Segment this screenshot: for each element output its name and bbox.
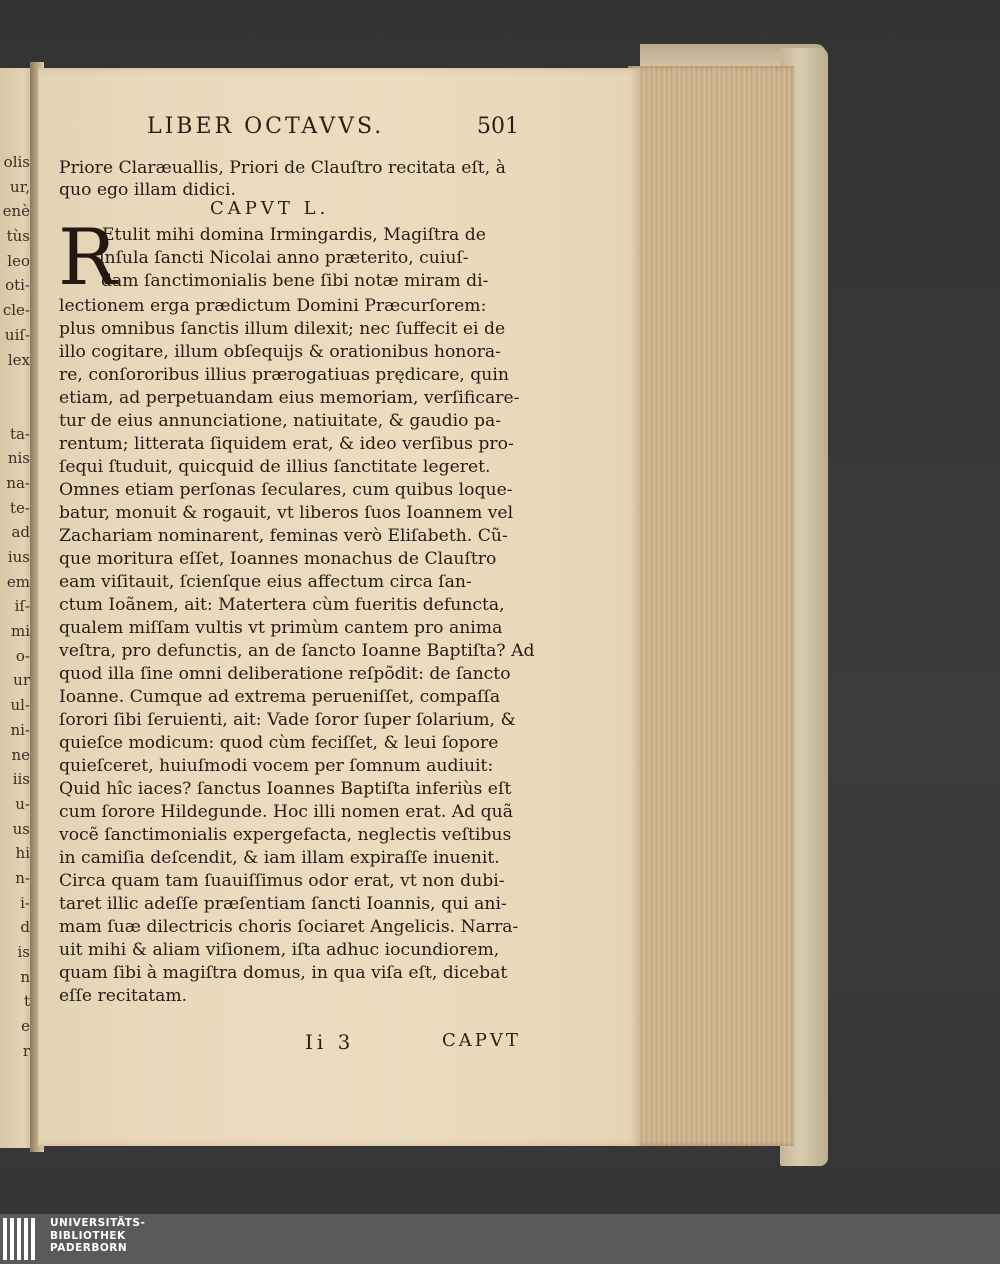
margin-fragment: u- — [15, 794, 30, 813]
text-line: batur, monuit & rogauit, vt liberos ſuos Ioannem vel — [59, 503, 514, 523]
text-line: vocẽ ſanctimonialis expergefacta, neglectis veſtibus — [59, 825, 512, 845]
margin-fragment: hi — [15, 844, 30, 863]
catchword: CAPVT — [442, 1030, 521, 1051]
margin-fragment: nis — [7, 449, 30, 468]
text-line: quam ſibi à magiſtra domus, in qua viſa eſt, dicebat — [59, 963, 508, 983]
text-line: ſequi ſtuduit, quicquid de illius ſanctitate legeret. — [59, 457, 491, 477]
margin-fragment — [0, 397, 30, 422]
text-line: plus omnibus ſanctis illum dilexit; nec ſuffecit ei de — [59, 319, 506, 339]
text-line: qualem miſſam vultis vt primùm cantem pro anima — [59, 618, 503, 638]
text-line: Quid hîc iaces? ſanctus Ioannes Baptiſta inferiùs eſt — [59, 779, 512, 799]
page-number: 501 — [477, 114, 519, 139]
signature-mark: Ii 3 — [305, 1030, 355, 1054]
chapter-heading: CAPVT L. — [210, 198, 330, 219]
margin-fragment: mi — [10, 622, 30, 641]
text-line: Ioanne. Cumque ad extrema perueniſſet, compaſſa — [59, 687, 501, 707]
text-line: tur de eius annunciatione, natiuitate, & gaudio pa- — [59, 411, 502, 431]
book-fore-edge — [628, 66, 794, 1146]
text-line: inſula ſancti Nicolai anno præterito, cuiuſ- — [99, 248, 469, 268]
text-line: etiam, ad perpetuandam eius memoriam, verſificare- — [59, 388, 520, 408]
margin-fragment: em — [6, 572, 30, 591]
text-line: dam ſanctimonialis bene ſibi notæ miram di- — [101, 271, 489, 291]
text-line: re, conſororibus illius prærogatiuas prędicare, quin — [59, 365, 509, 385]
margin-fragment: enè — [2, 202, 30, 221]
library-logo-text — [50, 1217, 145, 1255]
text-line: lectionem erga prædictum Domini Præcurſorem: — [59, 296, 487, 316]
text-line: in camiſia deſcendit, & iam illam expiraſſe inuenit. — [59, 848, 500, 868]
text-line: que moritura eſſet, Ioannes monachus de Clauſtro — [59, 549, 497, 569]
margin-fragment: tùs — [6, 227, 30, 246]
margin-fragment: leo — [7, 251, 30, 270]
text-line: ctum Ioãnem, ait: Matertera cùm fueritis defuncta, — [59, 595, 505, 615]
text-line: Etulit mihi domina Irmingardis, Magiſtra de — [102, 225, 486, 245]
margin-fragment: ni- — [10, 720, 30, 739]
margin-fragment: olis — [3, 153, 30, 171]
text-line: eſſe recitatam. — [59, 986, 188, 1006]
margin-fragment: us — [12, 819, 30, 838]
text-line: cum ſorore Hildegunde. Hoc illi nomen erat. Ad quã — [59, 802, 513, 822]
margin-fragment: cle- — [2, 301, 30, 320]
margin-fragment: ad — [11, 523, 30, 542]
logo-line: UNIVERSITÄTS- — [50, 1217, 146, 1229]
margin-fragment: t — [23, 992, 30, 1011]
drop-cap-initial: R — [58, 213, 117, 303]
text-line: uit mihi & aliam viſionem, iſta adhuc iocundiorem, — [59, 940, 500, 960]
text-line: mam ſuæ dilectricis choris ſociaret Angelicis. Narra- — [59, 917, 519, 937]
left-page-margin-text — [0, 150, 30, 1063]
margin-fragment: oti- — [5, 276, 30, 295]
margin-fragment: na- — [6, 473, 30, 492]
text-line: Priore Claræuallis, Priori de Clauſtro recitata eſt, à — [59, 158, 506, 178]
logo-line: PADERBORN — [50, 1242, 128, 1254]
margin-fragment: n — [20, 967, 30, 986]
logo-line: BIBLIOTHEK — [50, 1229, 126, 1242]
margin-fragment: is — [17, 943, 30, 961]
text-line: Zachariam nominarent, feminas verò Eliſabeth. Cũ- — [59, 526, 508, 546]
text-line: Omnes etiam perſonas ſeculares, cum quibus loque- — [59, 480, 513, 500]
text-line: ſorori ſibi ſeruienti, ait: Vade ſoror ſuper ſolarium, & — [59, 710, 516, 730]
left-page-edge — [0, 68, 34, 1148]
text-line: taret illic adeſſe præſentiam ſancti Ioannis, qui ani- — [59, 894, 507, 914]
margin-fragment: ta- — [9, 424, 30, 443]
text-line: veſtra, pro defunctis, an de ſancto Ioanne Baptiſta? Ad — [59, 641, 535, 661]
margin-fragment: i- — [20, 893, 30, 912]
margin-fragment: d — [20, 918, 30, 937]
margin-fragment: r — [22, 1041, 30, 1060]
text-line: quo ego illam didici. — [59, 180, 236, 200]
text-line: quieſce modicum: quod cùm feciſſet, & leui ſopore — [59, 733, 499, 753]
text-line: eam viſitauit, ſcienſque eius affectum circa ſan- — [59, 572, 472, 592]
text-line: quod illa ſine omni deliberatione reſpõdit: de ſancto — [59, 664, 511, 684]
margin-fragment: lex — [7, 350, 30, 369]
margin-fragment: iis — [12, 770, 30, 789]
library-logo-icon — [3, 1218, 41, 1260]
margin-fragment: ur — [13, 671, 30, 690]
text-line: Circa quam tam ſuauiſſimus odor erat, vt non dubi- — [59, 871, 505, 891]
running-header: LIBER OCTAVVS. — [147, 114, 385, 139]
margin-fragment: iſ- — [14, 597, 30, 616]
margin-fragment: ius — [7, 548, 30, 566]
margin-fragment: e — [21, 1017, 30, 1036]
margin-fragment: n- — [15, 868, 30, 887]
margin-fragment — [0, 372, 30, 397]
footer-bar — [0, 1214, 1000, 1264]
margin-fragment: te- — [10, 498, 30, 517]
margin-fragment: ne — [11, 745, 30, 764]
text-line: illo cogitare, illum obſequijs & orationibus honora- — [59, 342, 501, 362]
margin-fragment: o- — [15, 646, 30, 665]
text-line: quieſceret, huiuſmodi vocem per ſomnum audiuit: — [59, 756, 494, 776]
margin-fragment: uiſ- — [4, 325, 30, 344]
text-line: rentum; litterata ſiquidem erat, & ideo verſibus pro- — [59, 434, 514, 454]
margin-fragment: ur, — [10, 177, 30, 196]
margin-fragment: ul- — [10, 696, 30, 715]
